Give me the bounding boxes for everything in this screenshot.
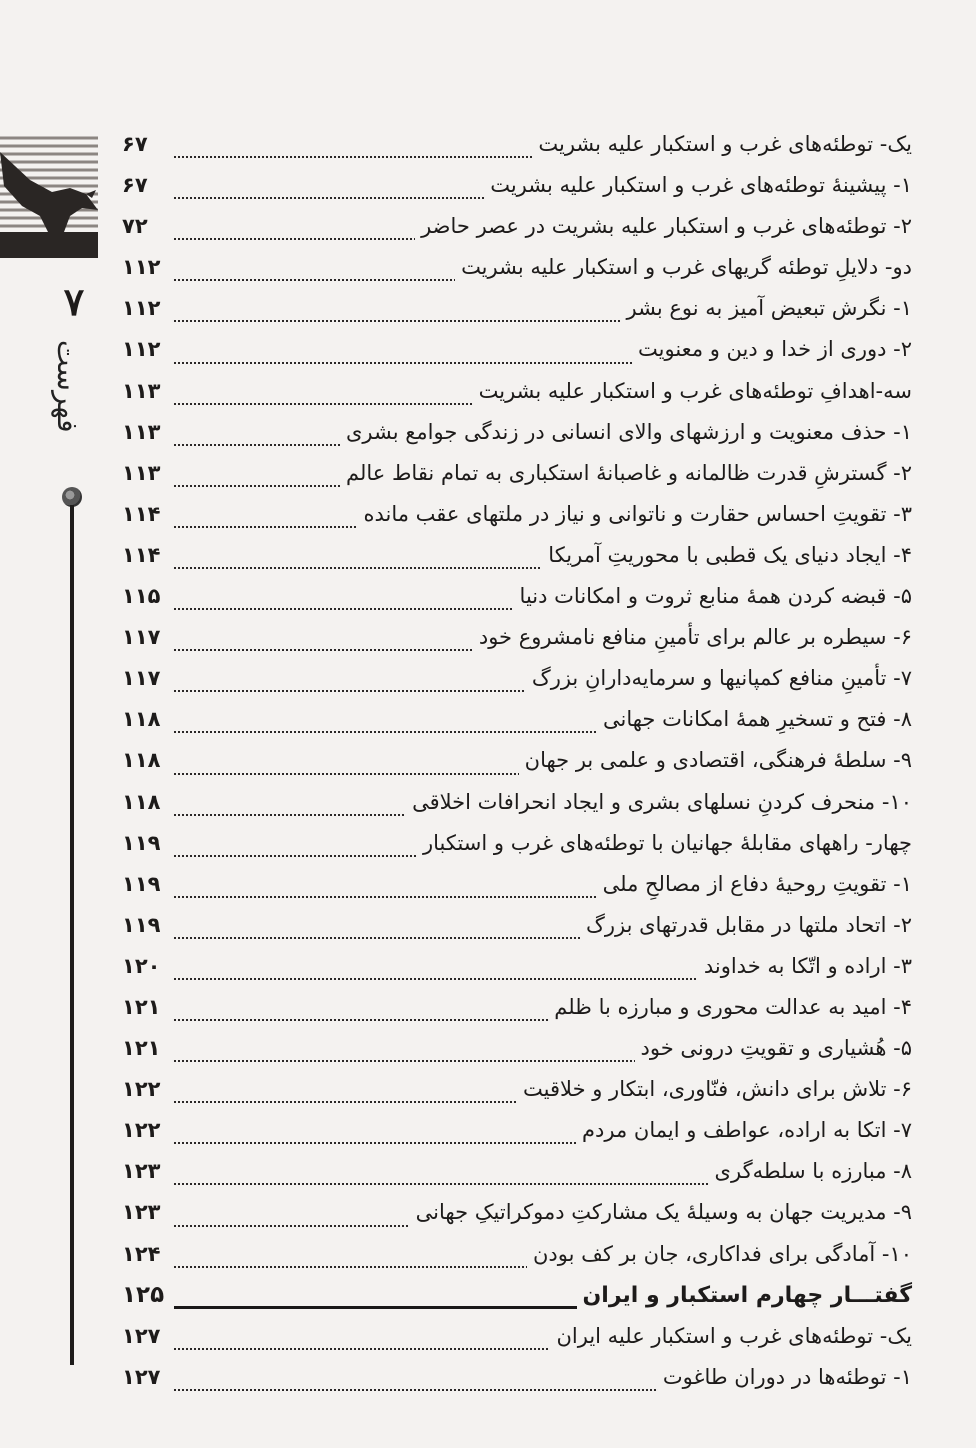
toc-entry-page: ۱۱۸ — [122, 782, 164, 823]
side-title — [36, 340, 98, 443]
toc-entry-title: ۵- هُشیاری و تقویتِ درونی خود — [635, 1028, 912, 1069]
table-of-contents — [122, 124, 912, 1398]
toc-entry-title: ۲- توطئه‌های غرب و استکبار علیه بشریت در عصر حاضر — [415, 206, 912, 247]
toc-entry-title: چهار- راههای مقابلهٔ جهانیان با توطئه‌های غرب و استکبار — [417, 823, 912, 864]
toc-entry-title: دو- دلایلِ توطئه گریهای غرب و استکبار علیه بشریت — [455, 247, 912, 288]
toc-entry-page: ۱۱۹ — [122, 864, 164, 905]
toc-entry-page: ۶۷ — [122, 165, 152, 206]
toc-entry-title: ۳- تقویتِ احساس حقارت و ناتوانی و نیاز در ملتهای عقب مانده — [357, 494, 912, 535]
toc-entry-title: ۵- قبضه کردن همهٔ منابع ثروت و امکانات دنیا — [514, 576, 912, 617]
toc-entry-title: ۹- مدیریت جهان به وسیلهٔ یک مشارکتِ دموکراتیکِ جهانی — [410, 1192, 912, 1233]
margin-rule — [70, 505, 74, 1365]
toc-entry-page: ۱۱۲ — [122, 247, 164, 288]
toc-entry-page: ۱۲۷ — [122, 1316, 164, 1357]
toc-entry-title: ۱- حذف معنویت و ارزشهای والای انسانی در زندگی جوامع بشری — [340, 412, 912, 453]
toc-entry-page: ۱۲۵ — [122, 1275, 168, 1316]
toc-entry-title: ۱- نگرش تبعیض آمیز به نوع بشر — [621, 288, 912, 329]
toc-entry-title: ۴- امید به عدالت محوری و مبارزه با ظلم — [548, 987, 912, 1028]
toc-entry-page: ۶۷ — [122, 124, 152, 165]
toc-entry-title: ۸- فتح و تسخیرِ همهٔ امکانات جهانی — [597, 699, 912, 740]
toc-entry-page: ۱۲۱ — [122, 987, 164, 1028]
toc-entry-title: یک- توطئه‌های غرب و استکبار علیه بشریت — [532, 124, 912, 165]
eagle-emblem-icon — [0, 132, 98, 258]
toc-entry-title: ۲- اتحاد ملتها در مقابل قدرتهای بزرگ — [580, 905, 912, 946]
toc-entry-title: ۷- اتکا به اراده، عواطف و ایمان مردم — [576, 1110, 912, 1151]
toc-entry-page: ۱۲۲ — [122, 1110, 164, 1151]
toc-entry-page: ۱۱۷ — [122, 617, 164, 658]
toc-entry-title: ۱- توطئه‌ها در دوران طاغوت — [657, 1357, 912, 1398]
toc-entry-page: ۱۲۲ — [122, 1069, 164, 1110]
ornament-bead — [62, 487, 82, 507]
toc-entry-title: ۶- تلاش برای دانش، فنّاوری، ابتکار و خلاقیت — [517, 1069, 912, 1110]
toc-entry-title: ۳- اراده و اتّکا به خداوند — [698, 946, 912, 987]
toc-entry-title: ۱۰- منحرف کردنِ نسلهای بشری و ایجاد انحرافات اخلاقی — [406, 782, 912, 823]
toc-entry-page: ۱۱۷ — [122, 658, 164, 699]
toc-entry-page: ۱۱۳ — [122, 371, 164, 412]
toc-entry-page: ۱۱۳ — [122, 453, 164, 494]
page-number: ۷ — [63, 279, 85, 324]
toc-entry-title: ۲- دوری از خدا و دین و معنویت — [632, 329, 912, 370]
toc-entry-title: ۱- تقویتِ روحیهٔ دفاع از مصالحِ ملی — [597, 864, 912, 905]
toc-entry-page: ۷۲ — [122, 206, 152, 247]
toc-entry-title: یک- توطئه‌های غرب و استکبار علیه ایران — [550, 1316, 912, 1357]
toc-entry-page: ۱۱۲ — [122, 288, 164, 329]
side-title-text: فهرست — [51, 340, 84, 433]
toc-entry-page: ۱۱۹ — [122, 905, 164, 946]
toc-entry-title: ۴- ایجاد دنیای یک قطبی با محوریتِ آمریکا — [542, 535, 912, 576]
toc-entry-page: ۱۲۳ — [122, 1151, 164, 1192]
toc-entry-title: گفتـــار چهارم استکبار و ایران — [577, 1275, 913, 1316]
toc-entry-page: ۱۱۸ — [122, 740, 164, 781]
toc-entry-title: سه-اهدافِ توطئه‌های غرب و استکبار علیه بشریت — [473, 371, 912, 412]
toc-entry-page: ۱۲۱ — [122, 1028, 164, 1069]
toc-entry-page: ۱۱۳ — [122, 412, 164, 453]
toc-entry-page: ۱۱۵ — [122, 576, 164, 617]
toc-entry-title: ۶- سیطره بر عالم برای تأمینِ منافع نامشروع خود — [473, 617, 912, 658]
toc-entry-title: ۱- پیشینهٔ توطئه‌های غرب و استکبار علیه بشریت — [484, 165, 912, 206]
toc-entry-page: ۱۱۴ — [122, 494, 164, 535]
toc-entry-page: ۱۲۰ — [122, 946, 164, 987]
toc-entry-page: ۱۲۴ — [122, 1234, 164, 1275]
toc-entry-page: ۱۱۸ — [122, 699, 164, 740]
toc-entry-title: ۷- تأمینِ منافع کمپانیها و سرمایه‌دارانِ بزرگ — [526, 658, 912, 699]
toc-entry-title: ۱۰- آمادگی برای فداکاری، جان بر کف بودن — [527, 1234, 912, 1275]
toc-entry-title: ۹- سلطهٔ فرهنگی، اقتصادی و علمی بر جهان — [519, 740, 912, 781]
toc-entry-page: ۱۱۴ — [122, 535, 164, 576]
toc-entry-title: ۸- مبارزه با سلطه‌گری — [709, 1151, 912, 1192]
toc-entry-page: ۱۱۲ — [122, 329, 164, 370]
toc-row — [122, 1357, 912, 1398]
toc-entry-title: ۲- گسترشِ قدرت ظالمانه و غاصبانهٔ استکباری به تمام نقاط عالم — [340, 453, 912, 494]
toc-entry-page: ۱۲۳ — [122, 1192, 164, 1233]
toc-entry-page: ۱۱۹ — [122, 823, 164, 864]
toc-entry-page: ۱۲۷ — [122, 1357, 164, 1398]
